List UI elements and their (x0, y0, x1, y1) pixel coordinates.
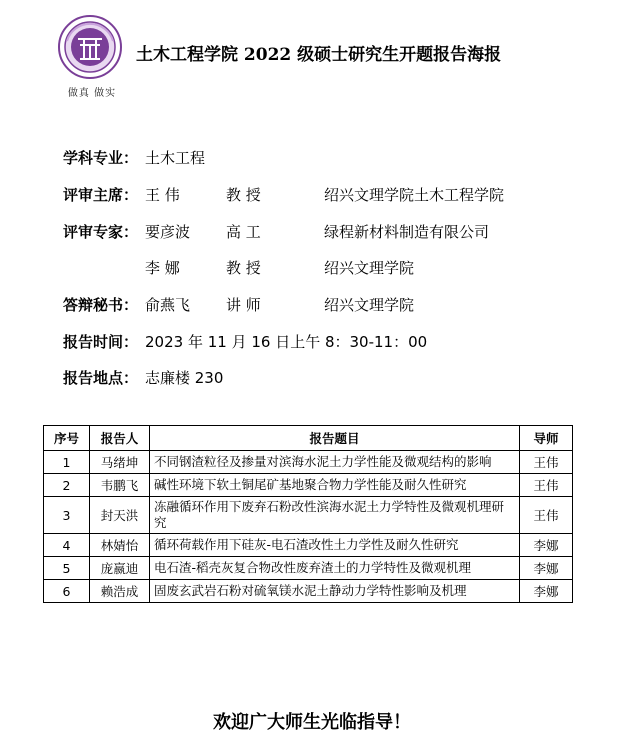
expert-name: 要彦波 (145, 223, 191, 241)
secretary-label: 答辩秘书： (63, 296, 139, 314)
university-seal-icon (58, 15, 122, 79)
header-topic: 报告题目 (150, 426, 520, 451)
time-row (63, 332, 427, 352)
header-no: 序号 (44, 426, 90, 451)
expert-title: 高 工 (226, 223, 261, 241)
row-no: 5 (44, 557, 90, 580)
row-presenter: 赖浩成 (90, 580, 150, 603)
row-advisor: 李娜 (520, 534, 573, 557)
chair-label: 评审主席： (63, 186, 139, 204)
chair-row (63, 185, 505, 205)
row-presenter: 韦鹏飞 (90, 474, 150, 497)
location-value: 志廉楼 230 (145, 369, 224, 387)
time-value: 2023 年 11 月 16 日上午 8：30-11：00 (145, 333, 428, 351)
row-advisor: 王伟 (520, 451, 573, 474)
row-presenter: 庞嬴迪 (90, 557, 150, 580)
row-presenter: 封天洪 (90, 497, 150, 534)
table-header-row (44, 426, 573, 451)
table-row (44, 451, 573, 474)
discipline-label: 学科专业： (63, 149, 139, 167)
row-presenter: 林婧怡 (90, 534, 150, 557)
expert-org: 绿程新材料制造有限公司 (324, 223, 490, 241)
page-title: 土木工程学院 2022 级硕士研究生开题报告海报 (136, 45, 502, 65)
row-topic: 循环荷载作用下硅灰-电石渣改性土力学性及耐久性研究 (150, 534, 520, 557)
secretary-title: 讲 师 (226, 296, 261, 314)
schedule-table (43, 425, 573, 603)
experts-label: 评审专家： (63, 223, 139, 241)
row-no: 1 (44, 451, 90, 474)
motto: 做真 做实 (67, 88, 117, 99)
discipline-row (63, 148, 205, 168)
row-topic: 碱性环境下软土铜尾矿基地聚合物力学性能及耐久性研究 (150, 474, 520, 497)
row-advisor: 李娜 (520, 557, 573, 580)
row-advisor: 王伟 (520, 474, 573, 497)
time-label: 报告时间： (63, 333, 139, 351)
location-row (63, 368, 223, 388)
discipline-value: 土木工程 (145, 149, 206, 167)
location-label: 报告地点： (63, 369, 139, 387)
row-advisor: 王伟 (520, 497, 573, 534)
header-advisor: 导师 (520, 426, 573, 451)
chair-org: 绍兴文理学院土木工程学院 (324, 186, 505, 204)
row-no: 3 (44, 497, 90, 534)
row-topic: 固废玄武岩石粉对硫氧镁水泥土静动力学特性影响及机理 (150, 580, 520, 603)
secretary-row (63, 295, 415, 315)
expert-name: 李 娜 (145, 259, 180, 277)
row-topic: 不同钢渣粒径及掺量对滨海水泥土力学性能及微观结构的影响 (150, 451, 520, 474)
expert-row (63, 222, 490, 242)
table-row (44, 557, 573, 580)
secretary-name: 俞燕飞 (145, 296, 191, 314)
table-row (44, 497, 573, 534)
row-topic: 电石渣-稻壳灰复合物改性废弃渣土的力学特性及微观机理 (150, 557, 520, 580)
row-no: 2 (44, 474, 90, 497)
secretary-org: 绍兴文理学院 (324, 296, 415, 314)
row-no: 4 (44, 534, 90, 557)
row-advisor: 李娜 (520, 580, 573, 603)
row-no: 6 (44, 580, 90, 603)
header-presenter: 报告人 (90, 426, 150, 451)
chair-title: 教 授 (226, 186, 261, 204)
expert-org: 绍兴文理学院 (324, 259, 415, 277)
chair-name: 王 伟 (145, 186, 180, 204)
row-presenter: 马绪坤 (90, 451, 150, 474)
table-row (44, 580, 573, 603)
closing-message: 欢迎广大师生光临指导！ (213, 712, 411, 733)
row-topic: 冻融循环作用下废弃石粉改性滨海水泥土力学特性及微观机理研究 (150, 497, 520, 534)
table-row (44, 534, 573, 557)
table-row (44, 474, 573, 497)
expert-title: 教 授 (226, 259, 261, 277)
